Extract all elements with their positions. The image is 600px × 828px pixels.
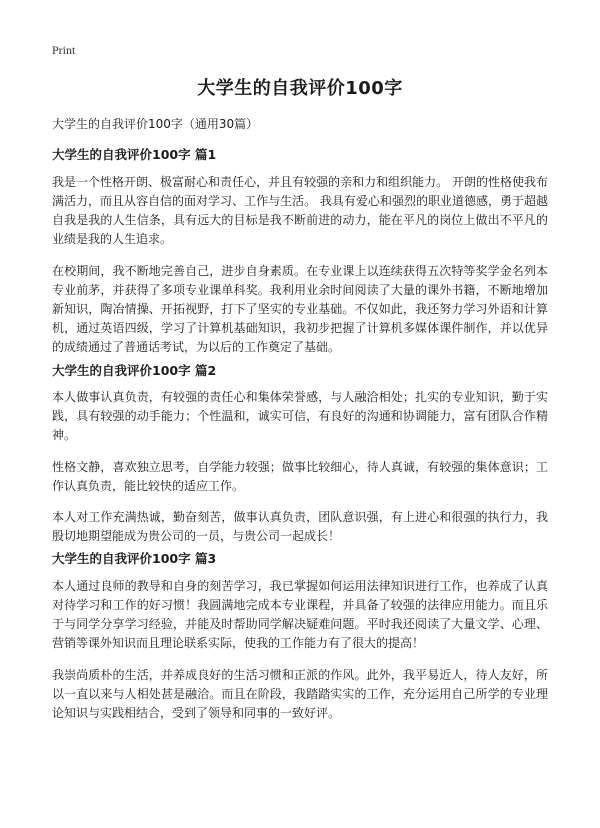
section-3 bbox=[52, 550, 548, 723]
paragraph: 本人通过良师的教导和自身的刻苦学习，我已掌握如何运用法律知识进行工作，也养成了认真对待学习和工作的好习惯！我圆满地完成本专业课程，并具备了较强的法律应用能力。而且乐于与同学分享学习经验，并能及时帮助同学解决疑难问题。平时我还阅读了大量文学、心理、营销等课外知识而且理论联系实际，使我的工作能力有了很大的提高！ bbox=[52, 578, 548, 651]
section-1 bbox=[52, 146, 548, 357]
paragraph: 本人做事认真负责，有较强的责任心和集体荣誉感，与人融洽相处；扎实的专业知识，勤于实践，具有较强的动手能力；个性温和，诚实可信，有良好的沟通和协调能力，富有团队合作精神。 bbox=[52, 390, 548, 443]
paragraph: 我是一个性格开朗、极富耐心和责任心，并且有较强的亲和力和组织能力。 开朗的性格使我布满活力，而且从容自信的面对学习、工作与生活。 我具有爱心和强烈的职业道德感，勇于超越自我是我的人生信条，具有远大的目标是我不断前进的动力，能在平凡的岗位上做出不平凡的业绩是我的人生追求。 bbox=[52, 174, 548, 247]
print-label: Print bbox=[52, 43, 76, 57]
section-heading: 大学生的自我评价100字 篇3 bbox=[52, 551, 217, 567]
document-subtitle: 大学生的自我评价100字（通用30篇） bbox=[52, 116, 259, 131]
section-heading: 大学生的自我评价100字 篇1 bbox=[52, 147, 217, 163]
document-title: 大学生的自我评价100字 bbox=[197, 78, 403, 99]
paragraph: 性格文静，喜欢独立思考，自学能力较强；做事比较细心，待人真诚，有较强的集体意识；工作认真负责，能比较快的适应工作。 bbox=[52, 459, 548, 493]
paragraph: 在校期间，我不断地完善自己，进步自身素质。在专业课上以连续获得五次特等奖学金名列本专业前茅，并获得了多项专业课单科奖。我利用业余时间阅读了大量的课外书籍，不断地增加新知识，陶冶情操、开拓视野，打下了坚实的专业基础。不仅如此，我还努力学习外语和计算机，通过英语四级，学习了计算机基础知识，我初步把握了计算机多媒体课件制作，并以优异的成绩通过了普通话考试，为以后的工作奠定了基础。 bbox=[52, 263, 548, 355]
section-heading: 大学生的自我评价100字 篇2 bbox=[52, 362, 217, 378]
paragraph: 我崇尚质朴的生活，并养成良好的生活习惯和正派的作风。此外，我平易近人，待人友好，所以一直以来与人相处甚是融洽。而且在阶段，我踏踏实实的工作，充分运用自己所学的专业理论知识与实践相结合，受到了领导和同事的一致好评。 bbox=[52, 667, 548, 721]
section-2 bbox=[52, 362, 548, 547]
paragraph: 本人对工作充满热诚，勤奋刻苦，做事认真负责，团队意识强，有上进心和很强的执行力，我殷切地期望能成为贵公司的一员，与贵公司一起成长！ bbox=[52, 510, 548, 544]
